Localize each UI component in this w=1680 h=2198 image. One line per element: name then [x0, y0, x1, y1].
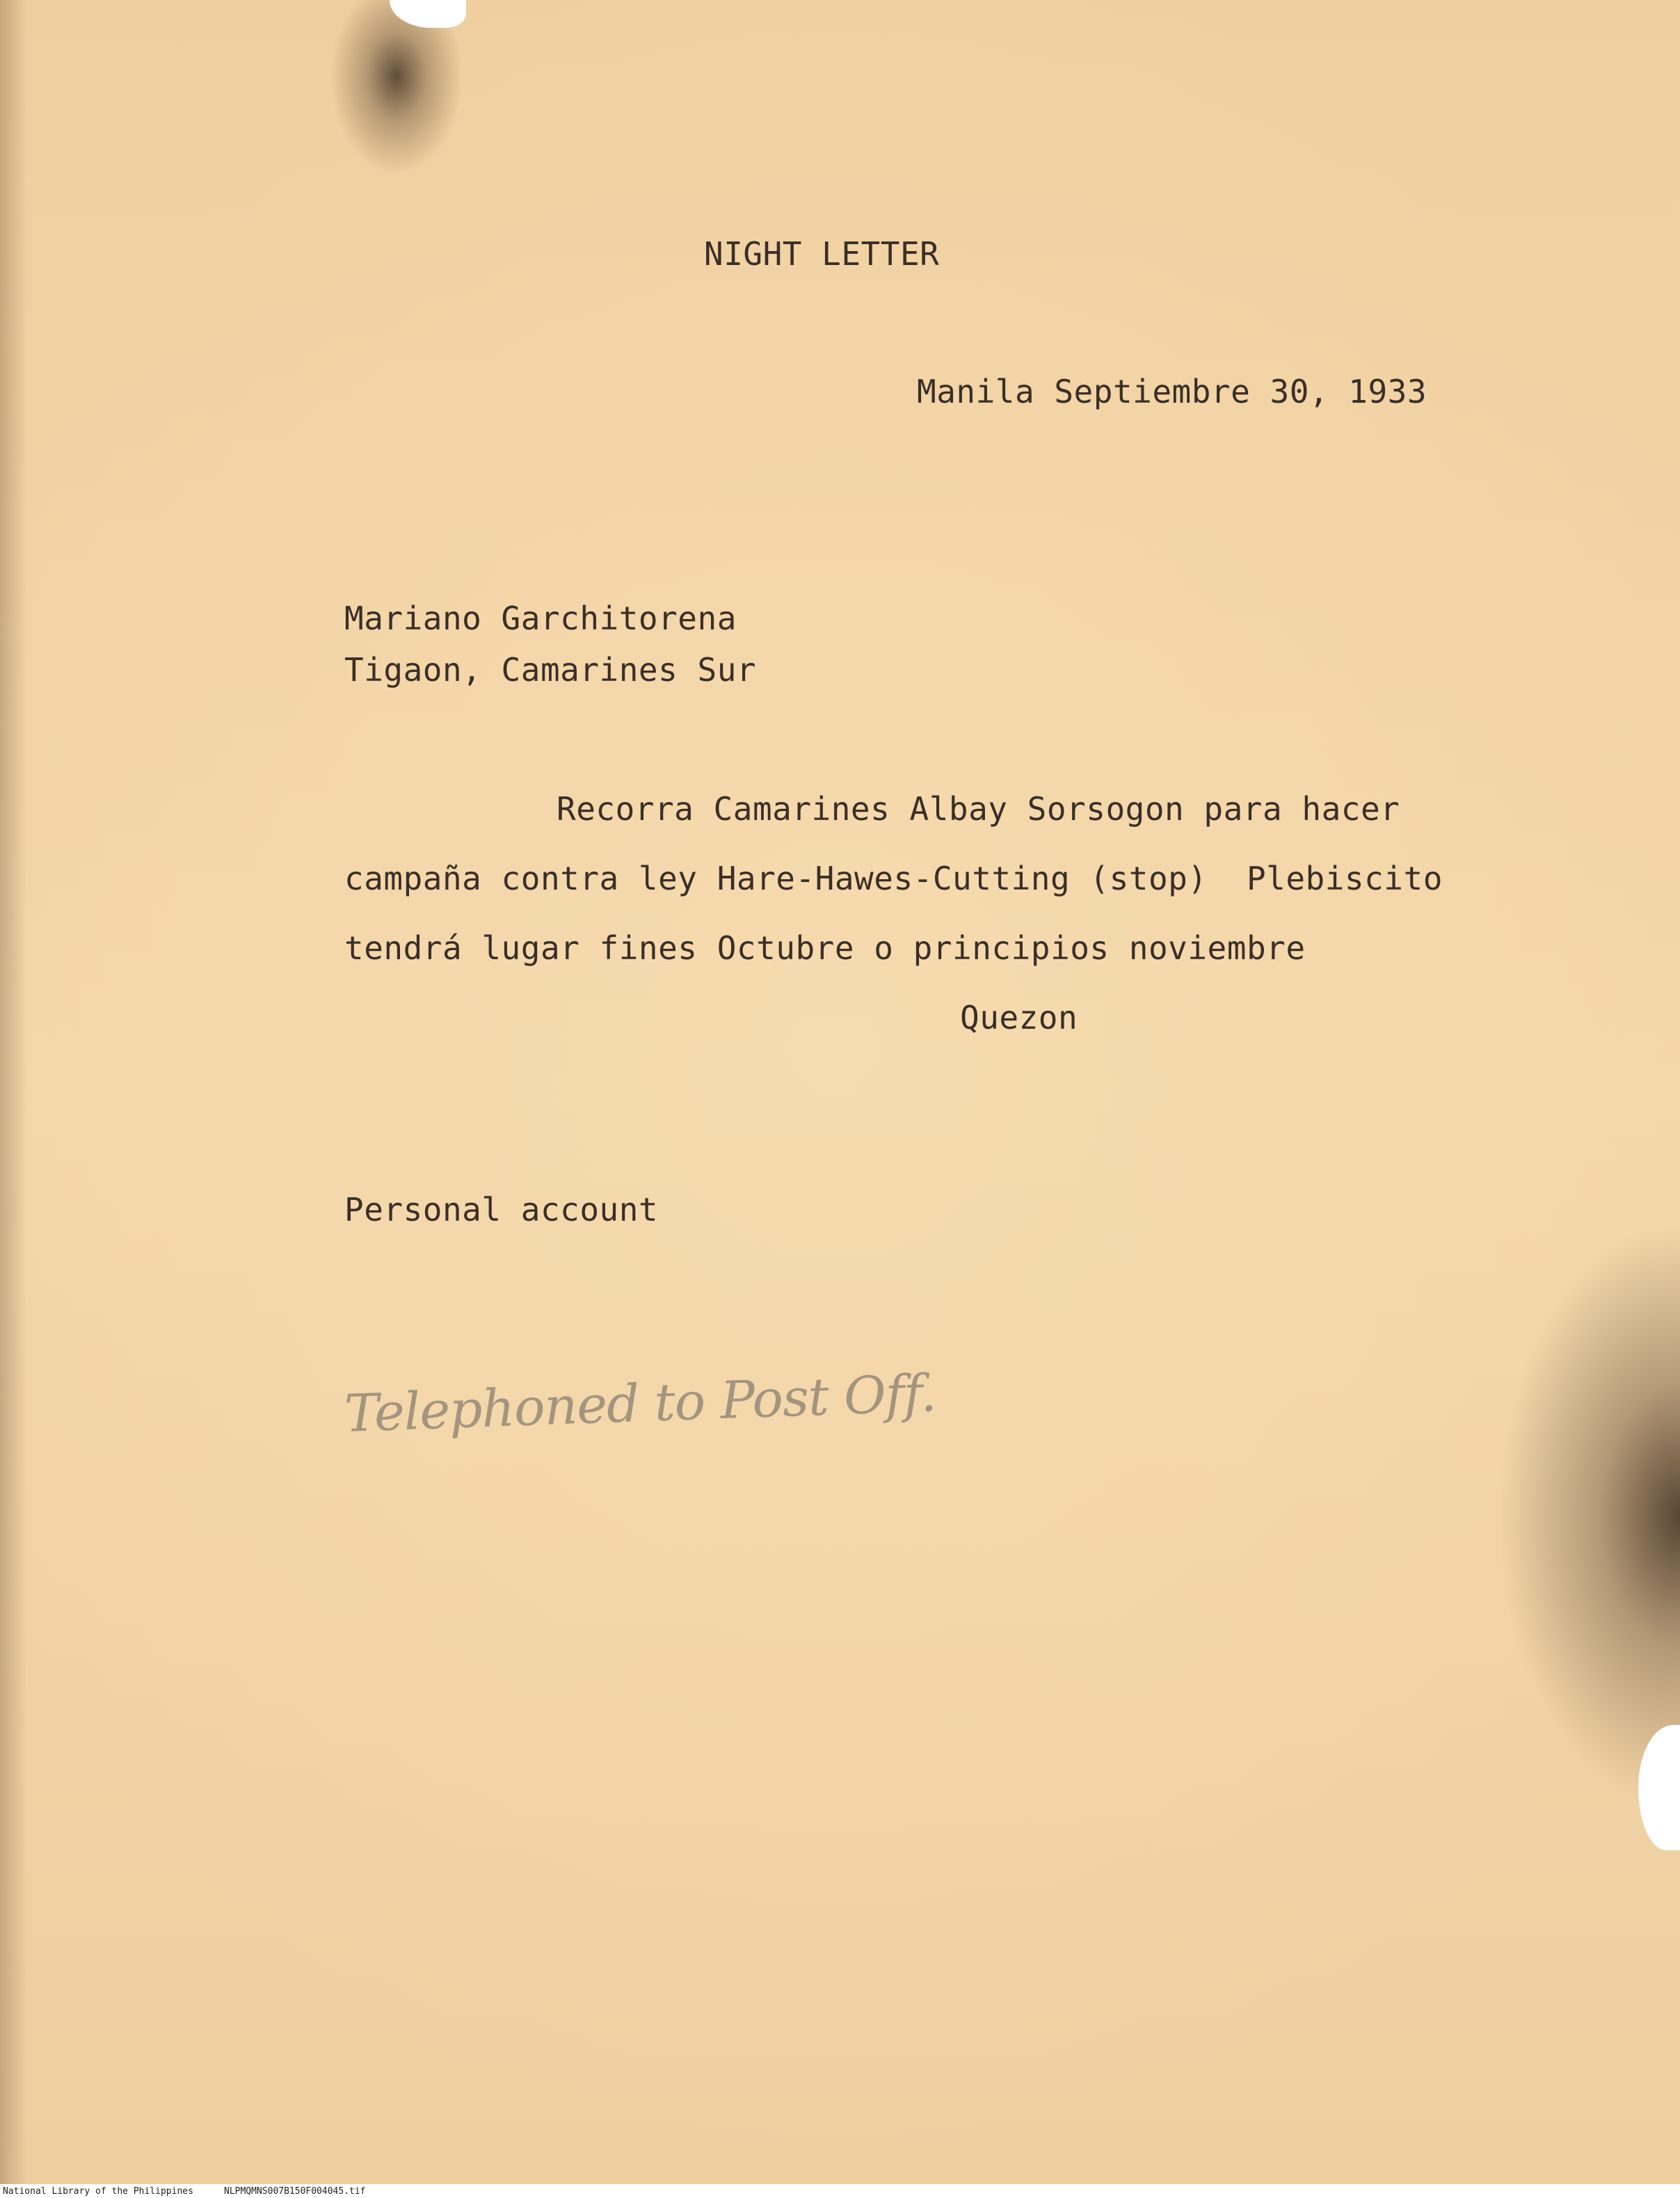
body-line-2: campaña contra ley Hare-Hawes-Cutting (stop) Plebiscito [344, 860, 1443, 897]
footer-file-id: NLPMQMNS007B150F004045.tif [224, 2186, 366, 2197]
recipient-name: Mariano Garchitorena [344, 600, 737, 637]
footer-institution: National Library of the Philippines [3, 2186, 193, 2197]
paper-tear-right [1638, 1725, 1680, 1850]
letter-heading: NIGHT LETTER [704, 235, 940, 273]
recipient-address: Tigaon, Camarines Sur [344, 651, 757, 689]
handwritten-note: Telephoned to Post Off. [343, 1363, 937, 1444]
paper-edge-shadow [0, 0, 28, 2184]
account-note: Personal account [344, 1191, 659, 1228]
signature: Quezon [960, 999, 1078, 1036]
body-line-3: tendrá lugar fines Octubre o principios noviembre [344, 929, 1306, 967]
date-line: Manila Septiembre 30, 1933 [917, 373, 1427, 410]
body-line-1: Recorra Camarines Albay Sorsogon para hacer [557, 790, 1400, 828]
paper-tear-top [390, 0, 466, 28]
